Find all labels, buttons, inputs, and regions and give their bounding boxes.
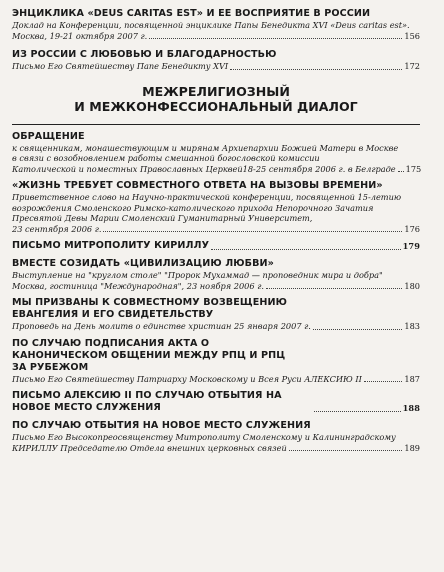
- dot-leader: [398, 171, 404, 172]
- entry-description: Приветственное слово на Научно-практической конференции, посвященной 15-летию: [12, 192, 402, 202]
- table-of-contents: [12, 8, 420, 459]
- page-number: 176: [404, 223, 420, 234]
- entry-description: Москва, 19-21 октября 2007 г.: [12, 30, 148, 41]
- section-heading-line: МЕЖРЕЛИГИОЗНЫЙ: [142, 83, 290, 99]
- entry-leader-line: [12, 374, 420, 385]
- page-number: 188: [402, 403, 420, 413]
- page-number: 187: [404, 373, 420, 384]
- divider: [12, 124, 420, 125]
- entry-title: ПИСЬМО АЛЕКСИЮ II ПО СЛУЧАЮ ОТБЫТИЯ НА НОВОЕ МЕСТО СЛУЖЕНИЯ: [12, 390, 282, 413]
- entry-title: «ЖИЗНЬ ТРЕБУЕТ СОВМЕСТНОГО ОТВЕТА НА ВЫЗОВЫ ВРЕМЕНИ»: [12, 180, 383, 191]
- entry-description: 23 сентября 2006 г.: [12, 223, 102, 234]
- entry-description: Письмо Его Святейшеству Патриарху Московскому и Всея Руси АЛЕКСИЮ II: [12, 373, 362, 384]
- section-heading: [12, 84, 420, 114]
- entry-title: ПО СЛУЧАЮ ОТБЫТИЯ НА НОВОЕ МЕСТО СЛУЖЕНИЯ: [12, 420, 311, 431]
- dot-leader: [314, 411, 401, 412]
- entry-leader-line: [12, 164, 420, 175]
- entry-description: Проповедь на День молитв о единстве христиан 25 января 2007 г.: [12, 321, 311, 331]
- entry-title: ПИСЬМО МИТРОПОЛИТУ КИРИЛЛУ: [12, 240, 210, 251]
- entry-description: Письмо Его Святейшеству Папе Бенедикту XVI: [12, 61, 229, 71]
- entry-title: МЫ ПРИЗВАНЫ К СОВМЕСТНОМУ ВОЗВЕЩЕНИЮ ЕВАНГЕЛИЯ И ЕГО СВИДЕТЕЛЬСТВУ: [12, 297, 287, 320]
- entry-leader-line: [12, 61, 420, 72]
- entry-description: Католической и поместных Православных Церквей18-25 сентября 2006 г. в Белграде: [12, 163, 396, 174]
- page-number: 175: [405, 163, 422, 174]
- entry-leader-line: [12, 390, 420, 414]
- page-number: 189: [404, 442, 420, 453]
- page-number: 156: [404, 30, 420, 41]
- toc-entry: [12, 49, 420, 72]
- dot-leader: [230, 69, 402, 70]
- entry-title: ПО СЛУЧАЮ ПОДПИСАНИЯ АКТА О КАНОНИЧЕСКОМ ОБЩЕНИИ МЕЖДУ РПЦ И РПЦ ЗА РУБЕЖОМ: [12, 337, 286, 373]
- toc-entry: [12, 297, 420, 332]
- entry-description: Письмо Его Высокопреосвященству Митрополиту Смоленскому и Калининградскому: [12, 432, 396, 442]
- page-number: 183: [404, 321, 420, 331]
- entry-description: в связи с возобновлением работы смешанной богословской комиссии: [12, 153, 320, 163]
- entry-description: Пресвятой Девы Марии Смоленский Гуманитарный Университет,: [12, 213, 313, 223]
- page-number: 172: [404, 61, 420, 71]
- entry-title: ИЗ РОССИИ С ЛЮБОВЬЮ И БЛАГОДАРНОСТЬЮ: [12, 49, 277, 60]
- entry-description: Выступление на "круглом столе" "Пророк Мухаммад — проповедник мира и добра": [12, 270, 383, 280]
- toc-entry: [12, 180, 420, 234]
- dot-leader: [313, 329, 402, 330]
- entry-leader-line: [12, 321, 420, 332]
- page-number: 180: [404, 280, 420, 291]
- entry-title: ОБРАЩЕНИЕ: [12, 130, 85, 142]
- toc-entry: [12, 390, 420, 414]
- toc-entry: [12, 258, 420, 291]
- entry-leader-line: [12, 31, 420, 42]
- entry-leader-line: [12, 240, 420, 252]
- section-heading-line: И МЕЖКОНФЕССИОНАЛЬНЫЙ ДИАЛОГ: [74, 98, 358, 114]
- page-number: 179: [402, 241, 420, 251]
- entry-description: КИРИЛЛУ Председателю Отдела внешних церковных связей: [12, 442, 287, 453]
- dot-leader: [149, 38, 402, 39]
- entry-title: ВМЕСТЕ СОЗИДАТЬ «ЦИВИЛИЗАЦИЮ ЛЮБВИ»: [12, 258, 274, 269]
- toc-entry: [12, 338, 420, 385]
- entry-leader-line: [12, 224, 420, 235]
- dot-leader: [211, 249, 401, 250]
- entry-description: Доклад на Конференции, посвященной энциклике Папы Бенедикта XVI «Deus caritas est».: [12, 20, 410, 30]
- entry-leader-line: [12, 443, 420, 454]
- dot-leader: [266, 288, 402, 289]
- entry-description: Москва, гостиница "Международная", 23 ноября 2006 г.: [12, 280, 264, 291]
- dot-leader: [103, 231, 402, 232]
- entry-leader-line: [12, 281, 420, 292]
- dot-leader: [289, 450, 403, 451]
- toc-entry: [12, 420, 420, 453]
- toc-entry: [12, 131, 420, 175]
- toc-entry: [12, 8, 420, 41]
- entry-description: возрождения Смоленского Римско-католического прихода Непорочного Зачатия: [12, 202, 374, 213]
- entry-title: ЭНЦИКЛИКА «DEUS CARITAS EST» И ЕЕ ВОСПРИЯТИЕ В РОССИИ: [12, 8, 371, 19]
- dot-leader: [364, 381, 402, 382]
- entry-description: к священникам, монашествующим и мирянам Архиепархии Божией Матери в Москве: [12, 142, 399, 153]
- toc-entry: [12, 240, 420, 252]
